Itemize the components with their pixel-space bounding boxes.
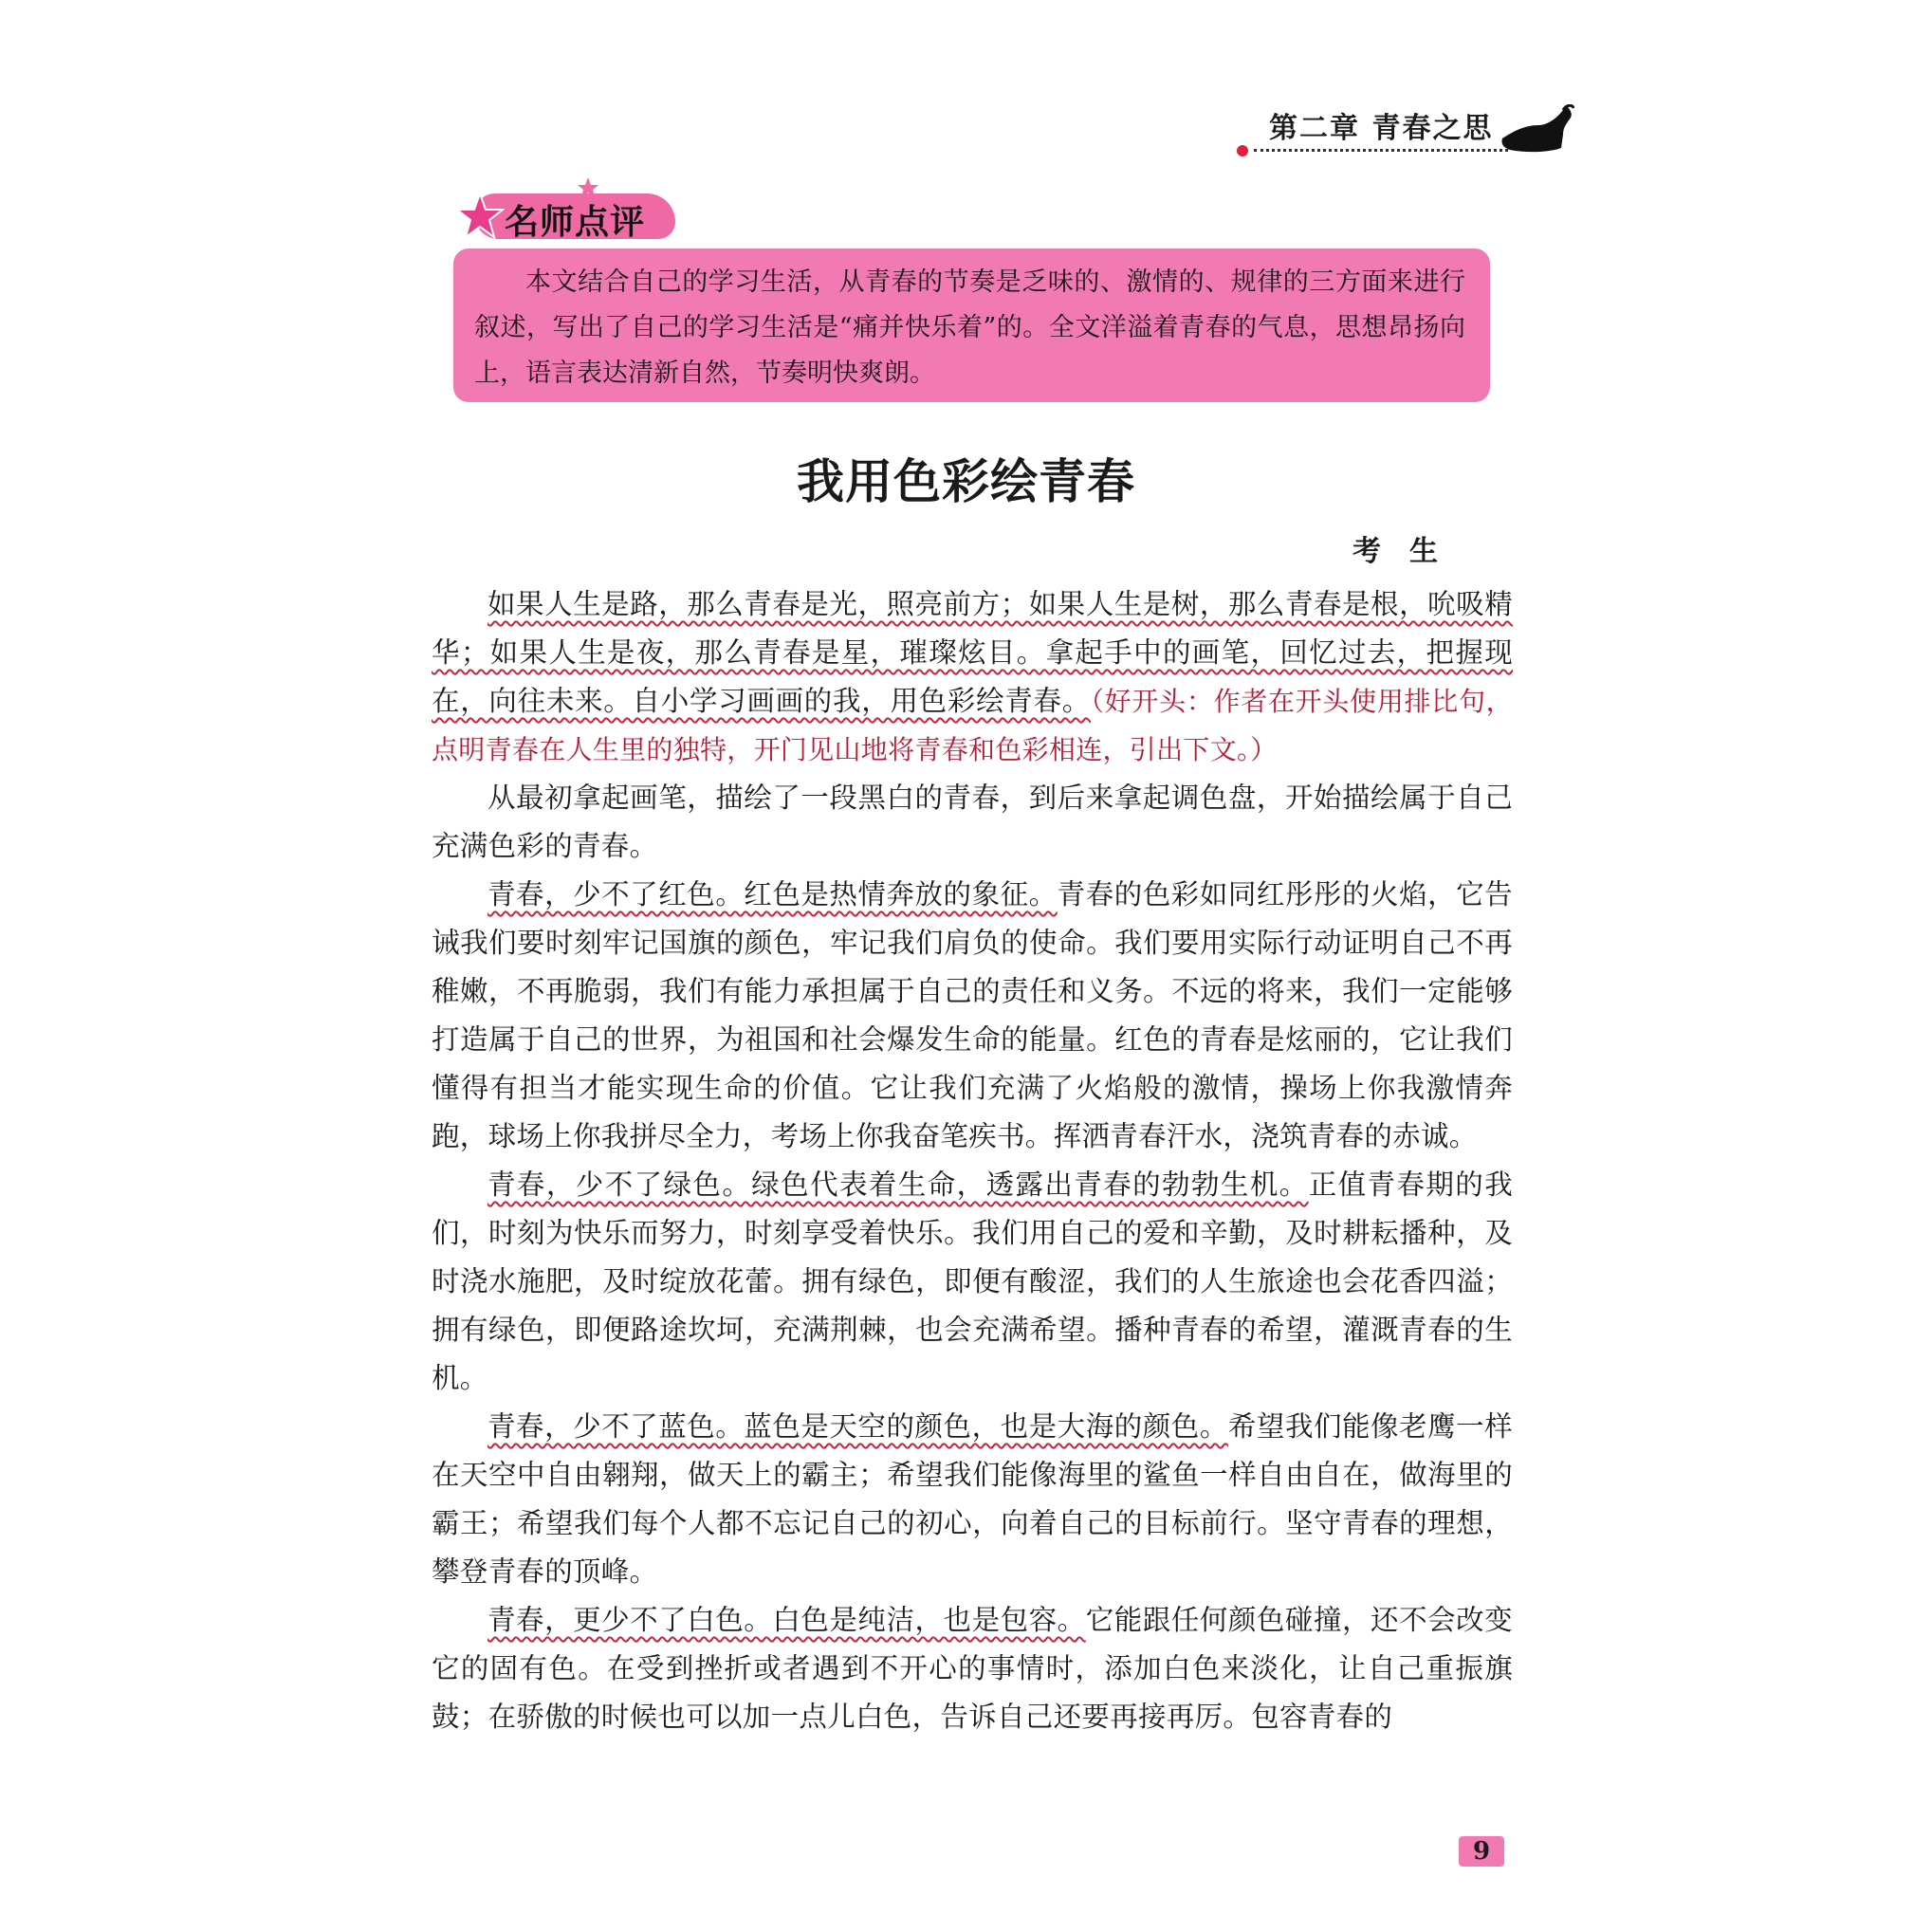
teacher-comment-title: 名师点评 <box>505 203 646 242</box>
article-author: 考生 <box>1352 535 1466 568</box>
page-number: 9 <box>1459 1836 1504 1867</box>
underlined-sentence: 如果人生是路，那么青春是光，照亮前方；如果人生是树，那么青春是根，吮吸精华；如果人生是夜，那么青春是星，璀璨炫目。拿起手中的画笔，回忆过去，把握现在，向往未来。自小学习画画的我，用色彩绘青春。 <box>432 588 1513 717</box>
teacher-comment-heading <box>455 180 683 247</box>
header-bullet-icon <box>1237 145 1248 156</box>
article-body <box>432 580 1513 1741</box>
article-title: 我用色彩绘青春 <box>797 454 1135 509</box>
underlined-sentence: 青春，少不了绿色。绿色代表着生命，透露出青春的勃勃生机。 <box>488 1168 1309 1201</box>
paragraph-3 <box>432 871 1513 1161</box>
underlined-sentence: 青春，少不了红色。红色是热情奔放的象征。 <box>488 878 1058 911</box>
shoe-icon <box>1500 104 1574 156</box>
paragraph-4 <box>432 1161 1513 1403</box>
paragraph-6 <box>432 1596 1513 1741</box>
header-dotted-rule <box>1254 149 1508 152</box>
paragraph-text: 正值青春期的我们，时刻为快乐而努力，时刻享受着快乐。我们用自己的爱和辛勤，及时耕耘播种，及时浇水施肥，及时绽放花蕾。拥有绿色，即便有酸涩，我们的人生旅途也会花香四溢；拥有绿色，即便路途坎坷，充满荆棘，也会充满希望。播种青春的希望，灌溉青春的生机。 <box>432 1168 1513 1394</box>
teacher-comment-text: 本文结合自己的学习生活，从青春的节奏是乏味的、激情的、规律的三方面来进行叙述，写出了自己的学习生活是“痛并快乐着”的。全文洋溢着青春的气息，思想昂扬向上，语言表达清新自然，节奏明快爽朗。 <box>474 267 1465 388</box>
paragraph-text: 青春的色彩如同红彤彤的火焰，它告诫我们要时刻牢记国旗的颜色，牢记我们肩负的使命。我们要用实际行动证明自己不再稚嫩，不再脆弱，我们有能力承担属于自己的责任和义务。不远的将来，我们一定能够打造属于自己的世界，为祖国和社会爆发生命的能量。红色的青春是炫丽的，它让我们懂得有担当才能实现生命的价值。它让我们充满了火焰般的激情，操场上你我激情奔跑，球场上你我拼尽全力，考场上你我奋笔疾书。挥洒青春汗水，浇筑青春的赤诚。 <box>432 878 1513 1152</box>
chapter-title: 第二章 青春之思 <box>1269 112 1494 145</box>
star-icon <box>455 192 505 241</box>
paragraph-2: 从最初拿起画笔，描绘了一段黑白的青春，到后来拿起调色盘，开始描绘属于自己充满色彩的青春。 <box>432 782 1513 862</box>
paragraph-5 <box>432 1403 1513 1596</box>
teacher-comment-box <box>453 248 1490 402</box>
paragraph-text: 希望我们能像老鹰一样在天空中自由翱翔，做天上的霸主；希望我们能像海里的鲨鱼一样自由自在，做海里的霸王；希望我们每个人都不忘记自己的初心，向着自己的目标前行。坚守青春的理想，攀登青春的顶峰。 <box>432 1410 1513 1588</box>
paragraph-1 <box>432 580 1513 774</box>
annotation-note: （好开头：作者在开头使用排比句，点明青春在人生里的独特，开门见山地将青春和色彩相连，引出下文。） <box>432 686 1513 765</box>
paragraph-text: 它能跟任何颜色碰撞，还不会改变它的固有色。在受到挫折或者遇到不开心的事情时，添加白色来淡化，让自己重振旗鼓；在骄傲的时候也可以加一点儿白色，告诉自己还要再接再厉。包容青春的 <box>432 1604 1513 1733</box>
running-header <box>1233 95 1574 161</box>
underlined-sentence: 青春，少不了蓝色。蓝色是天空的颜色，也是大海的颜色。 <box>488 1410 1228 1443</box>
underlined-sentence: 青春，更少不了白色。白色是纯洁，也是包容。 <box>488 1604 1086 1636</box>
